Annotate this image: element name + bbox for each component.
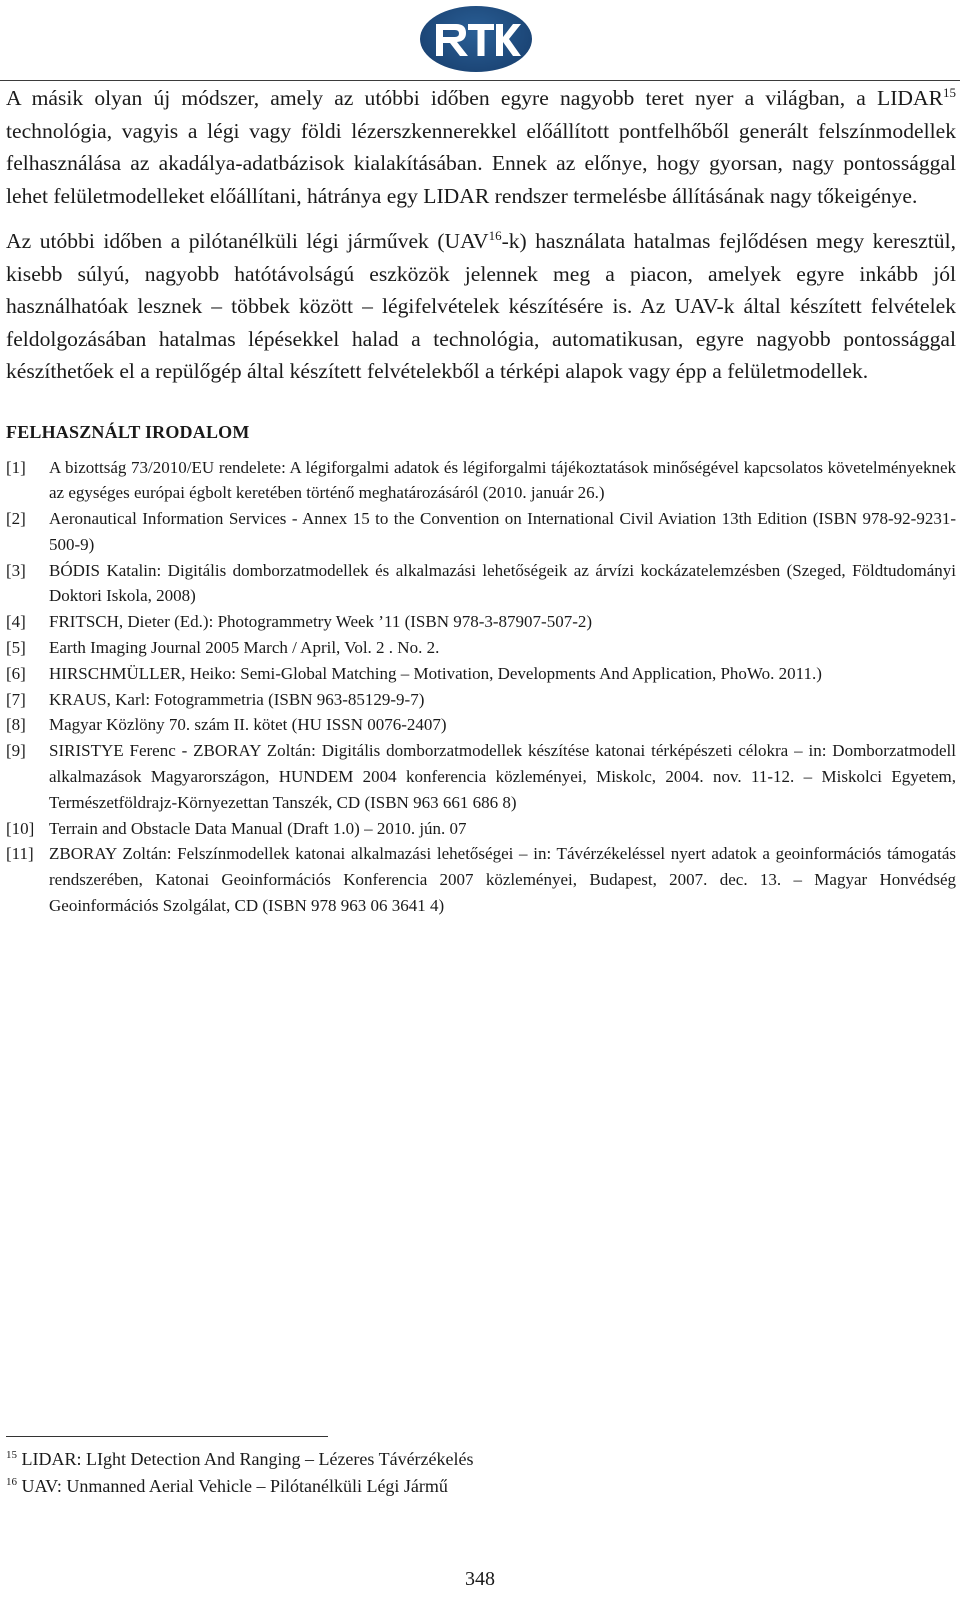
footnote-number: 15 bbox=[6, 1449, 17, 1461]
reference-item bbox=[6, 558, 956, 610]
reference-item bbox=[6, 738, 956, 815]
paragraph-text: Az utóbbi időben a pilótanélküli légi járművek (UAV bbox=[6, 229, 489, 253]
reference-text: Magyar Közlöny 70. szám II. kötet (HU ISSN 0076-2407) bbox=[49, 715, 447, 735]
footnote-15 bbox=[6, 1446, 946, 1473]
page-content bbox=[6, 82, 956, 919]
reference-number: [3] bbox=[6, 560, 26, 580]
reference-item bbox=[6, 635, 956, 661]
paragraph-uav bbox=[6, 225, 956, 388]
footnote-number: 16 bbox=[6, 1476, 17, 1488]
reference-text: BÓDIS Katalin: Digitális domborzatmodellek és alkalmazási lehetőségeik az árvízi kockázatelemzésben (Szeged, Földtudományi Doktori Iskola, 2008) bbox=[49, 560, 956, 606]
paragraph-text: A másik olyan új módszer, amely az utóbbi időben egyre nagyobb teret nyer a világban, a LIDAR bbox=[6, 86, 943, 110]
footnote-text: UAV: Unmanned Aerial Vehicle – Pilótanélküli Légi Jármű bbox=[17, 1476, 448, 1496]
footnote-16 bbox=[6, 1473, 946, 1500]
footnotes bbox=[6, 1446, 946, 1500]
references-list bbox=[6, 455, 956, 919]
paragraph-text: -k) használata hatalmas fejlődésen megy keresztül, kisebb súlyú, nagyobb hatótávolságú eszközök jelennek meg a piacon, amelyek egyre inkább jól használhatóak lesznek – többek között – légifelvételek készítésére is. Az UAV-k által készített felvételek feldolgozásában hatalmas lépésekkel halad a technológia, automatikusan, egyre nagyobb pontossággal készíthetőek el a repülőgép által készített felvételekből a térképi alapok vagy épp a felületmodellek. bbox=[6, 229, 957, 383]
reference-number: [5] bbox=[6, 638, 26, 658]
reference-item bbox=[6, 661, 956, 687]
reference-item bbox=[6, 816, 956, 842]
footnote-marker: 16 bbox=[488, 227, 502, 243]
footnote-divider bbox=[6, 1436, 328, 1437]
page-header bbox=[0, 0, 960, 84]
rtk-logo-mark bbox=[430, 16, 522, 62]
reference-item bbox=[6, 841, 956, 918]
reference-number: [1] bbox=[6, 457, 26, 477]
reference-item bbox=[6, 687, 956, 713]
references-heading: FELHASZNÁLT IRODALOM bbox=[6, 421, 250, 442]
paragraph-lidar bbox=[6, 82, 956, 212]
reference-text: Earth Imaging Journal 2005 March / April, Vol. 2 . No. 2. bbox=[49, 638, 440, 658]
reference-text: Terrain and Obstacle Data Manual (Draft 1.0) – 2010. jún. 07 bbox=[49, 818, 467, 838]
reference-number: [6] bbox=[6, 663, 26, 683]
page-number: 348 bbox=[465, 1568, 495, 1590]
footnote-text: LIDAR: LIght Detection And Ranging – Lézeres Távérzékelés bbox=[17, 1449, 474, 1469]
reference-item bbox=[6, 455, 956, 507]
reference-number: [4] bbox=[6, 612, 26, 632]
paragraph-text: technológia, vagyis a légi vagy földi lézerszkennerekkel előállított pontfelhőből generált felszínmodellek felhasználása az akadálya-adatbázisok kialakításában. Ennek az előnye, hogy gyorsan, nagy pontossággal lehet felületmodelleket előállítani, hátránya egy LIDAR rendszer termelésbe állításának nagy tőkeigénye. bbox=[6, 118, 956, 208]
reference-text: ZBORAY Zoltán: Felszínmodellek katonai alkalmazási lehetőségei – in: Távérzékeléssel nyert adatok a geoinformációs támogatás rendszerében, Katonai Geoinformációs Konferencia 2007 közleményei, Budapest, 2007. dec. 13. – Magyar Honvédség Geoinformációs Szolgálat, CD (ISBN 978 963 06 3641 4) bbox=[49, 844, 956, 916]
reference-text: A bizottság 73/2010/EU rendelete: A légiforgalmi adatok és légiforgalmi tájékoztatások minőségével kapcsolatos követelményeknek az egységes európai égbolt keretében történő meghatározásáról (2010. január 26.) bbox=[49, 457, 956, 503]
reference-text: HIRSCHMÜLLER, Heiko: Semi-Global Matching – Motivation, Developments And Application, PhoWo. 2011.) bbox=[49, 663, 822, 683]
reference-number: [2] bbox=[6, 509, 26, 529]
reference-number: [8] bbox=[6, 715, 26, 735]
footnote-marker: 15 bbox=[943, 84, 956, 100]
reference-number: [11] bbox=[6, 844, 34, 864]
reference-text: SIRISTYE Ferenc - ZBORAY Zoltán: Digitális domborzatmodellek készítése katonai térképészeti célokra – in: Domborzatmodell alkalmazások Magyarországon, HUNDEM 2004 konferencia közleményei, Miskolc, 2004. nov. 11-12. – Miskolci Egyetem, Természetföldrajz-Környezettan Tanszék, CD (ISBN 963 661 686 8) bbox=[49, 741, 956, 812]
reference-text: Aeronautical Information Services - Annex 15 to the Convention on International Civil Aviation 13th Edition (ISBN 978-92-9231-500-9) bbox=[49, 509, 956, 554]
reference-number: [10] bbox=[6, 818, 35, 838]
reference-number: [9] bbox=[6, 741, 26, 761]
reference-item bbox=[6, 609, 956, 635]
rtk-logo bbox=[420, 6, 532, 72]
header-divider bbox=[0, 80, 960, 81]
reference-item bbox=[6, 712, 956, 738]
reference-text: FRITSCH, Dieter (Ed.): Photogrammetry Week ’11 (ISBN 978-3-87907-507-2) bbox=[49, 612, 593, 632]
reference-number: [7] bbox=[6, 689, 26, 709]
reference-item bbox=[6, 506, 956, 558]
reference-text: KRAUS, Karl: Fotogrammetria (ISBN 963-85129-9-7) bbox=[49, 689, 425, 709]
